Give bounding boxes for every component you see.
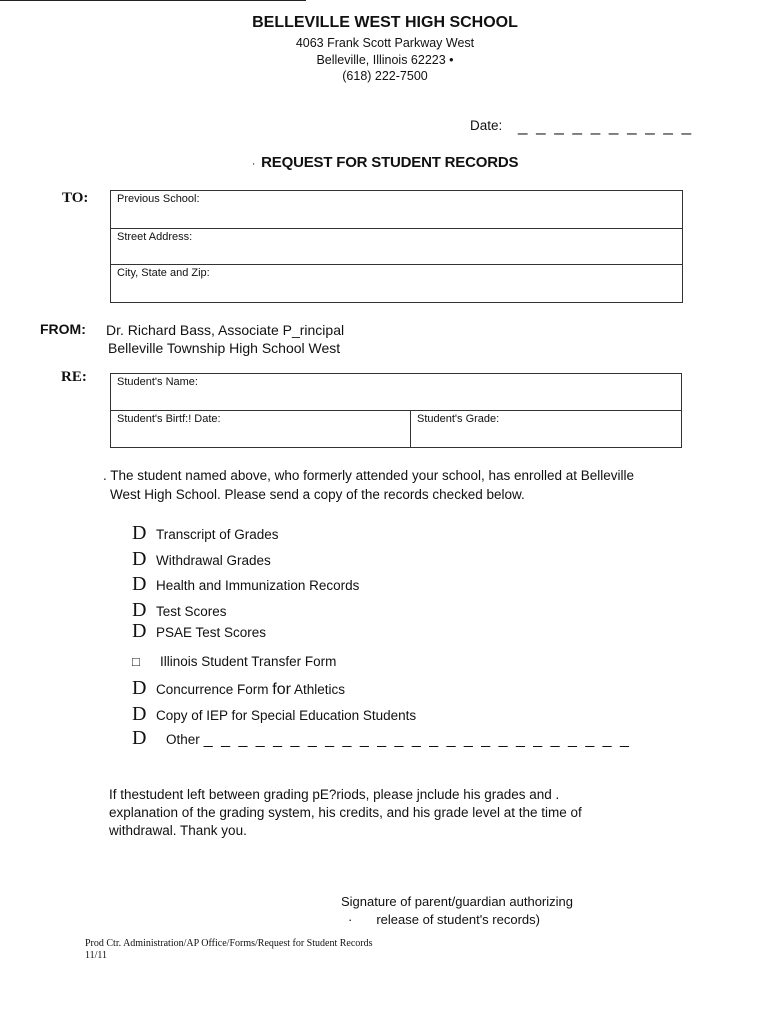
checkbox-icon[interactable]: D xyxy=(132,573,147,595)
other-blank-field[interactable]: _ _ _ _ _ _ _ _ _ _ _ _ _ _ _ _ _ _ _ _ _ _ _ _ _ xyxy=(203,731,631,748)
intro-line-1: . The student named above, who formerly attended your school, has enrolled at Belleville xyxy=(103,468,635,483)
closing-line-2: explanation of the grading system, his credits, and his grade level at the time of xyxy=(109,805,582,820)
check-item-label-for: for xyxy=(272,681,291,698)
student-info-box xyxy=(110,373,682,448)
checkbox-icon[interactable]: D xyxy=(132,727,147,749)
student-birth-date-field[interactable]: Student's Birtf:! Date: xyxy=(111,411,411,448)
address-line-1: 4063 Frank Scott Parkway West xyxy=(295,36,475,50)
city-state-zip-field[interactable]: City, State and Zip: xyxy=(111,265,683,303)
from-line-1: Dr. Richard Bass, Associate P_rincipal xyxy=(106,322,345,338)
checkbox-icon[interactable]: D xyxy=(132,620,147,642)
check-item-iep-copy[interactable] xyxy=(132,703,416,726)
checkbox-icon[interactable]: D xyxy=(132,599,147,621)
check-item-health-records[interactable] xyxy=(132,573,359,596)
to-address-box xyxy=(110,190,683,303)
check-item-label: Illinois Student Transfer Form xyxy=(160,654,337,669)
check-item-label: Withdrawal Grades xyxy=(156,553,271,568)
intro-paragraph xyxy=(103,466,703,504)
checkbox-icon[interactable]: D xyxy=(132,703,147,725)
phone-number: (618) 222-7500 xyxy=(342,69,428,83)
title-dot: · xyxy=(251,158,256,170)
from-sender xyxy=(106,321,344,357)
check-item-psae-scores[interactable] xyxy=(132,620,266,643)
checkbox-icon[interactable]: D xyxy=(132,522,147,544)
check-item-label: Transcript of Grades xyxy=(156,527,279,542)
from-label: FROM: xyxy=(40,321,86,337)
check-item-transfer-form[interactable] xyxy=(132,654,336,669)
footer-path: Prod Ctr. Administration/AP Office/Forms/Request for Student Records xyxy=(85,938,373,949)
closing-line-3: withdrawal. Thank you. xyxy=(109,823,247,838)
student-grade-field[interactable]: Student's Grade: xyxy=(411,411,682,448)
closing-line-1: If thestudent left between grading pE?riods, please jnclude his grades and . xyxy=(109,787,560,802)
check-item-label: Other xyxy=(166,732,200,747)
check-item-label-a: Concurrence Form xyxy=(156,682,273,697)
form-title xyxy=(0,154,770,171)
check-item-label-b: Athletics xyxy=(290,682,345,697)
check-item-other[interactable] xyxy=(132,727,631,750)
from-line-2: Belleville Township High School West xyxy=(108,340,341,356)
check-item-test-scores[interactable] xyxy=(132,599,227,622)
check-item-label: PSAE Test Scores xyxy=(156,625,267,640)
footer-revision: 11/11 xyxy=(85,950,108,961)
title-text: REQUEST FOR STUDENT RECORDS xyxy=(261,154,519,171)
checkbox-icon[interactable]: D xyxy=(132,548,147,570)
street-address-field[interactable]: Street Address: xyxy=(111,229,683,265)
check-item-label: Test Scores xyxy=(156,604,227,619)
school-name: BELLEVILLE WEST HIGH SCHOOL xyxy=(252,14,518,31)
check-item-label: Copy of IEP for Special Education Students xyxy=(156,708,417,723)
student-name-field[interactable]: Student's Name: xyxy=(111,374,682,411)
check-item-transcript[interactable] xyxy=(132,522,279,545)
date-field[interactable]: _ _ _ _ _ _ _ _ _ _ xyxy=(518,116,694,135)
checkbox-icon[interactable]: D xyxy=(132,677,147,699)
signature-dot: · xyxy=(348,912,353,927)
address-line-2: Belleville, Illinois 62223 • xyxy=(316,53,454,67)
date-label: Date: xyxy=(470,118,503,133)
check-item-withdrawal-grades[interactable] xyxy=(132,548,271,571)
signature-line-2: release of student's records) xyxy=(376,912,540,927)
checkbox-square-icon[interactable]: □ xyxy=(132,654,140,669)
footer xyxy=(85,938,373,962)
to-label: TO: xyxy=(62,190,89,206)
signature-line-1: Signature of parent/guardian authorizing xyxy=(341,894,573,909)
top-rule xyxy=(0,0,306,1)
signature-caption xyxy=(341,893,573,929)
previous-school-field[interactable]: Previous School: xyxy=(111,191,683,229)
re-label: RE: xyxy=(61,369,87,385)
check-item-label: Health and Immunization Records xyxy=(156,578,360,593)
intro-line-2: West High School. Please send a copy of the records checked below. xyxy=(110,487,525,502)
closing-paragraph xyxy=(109,786,669,840)
check-item-concurrence-form[interactable] xyxy=(132,677,345,700)
